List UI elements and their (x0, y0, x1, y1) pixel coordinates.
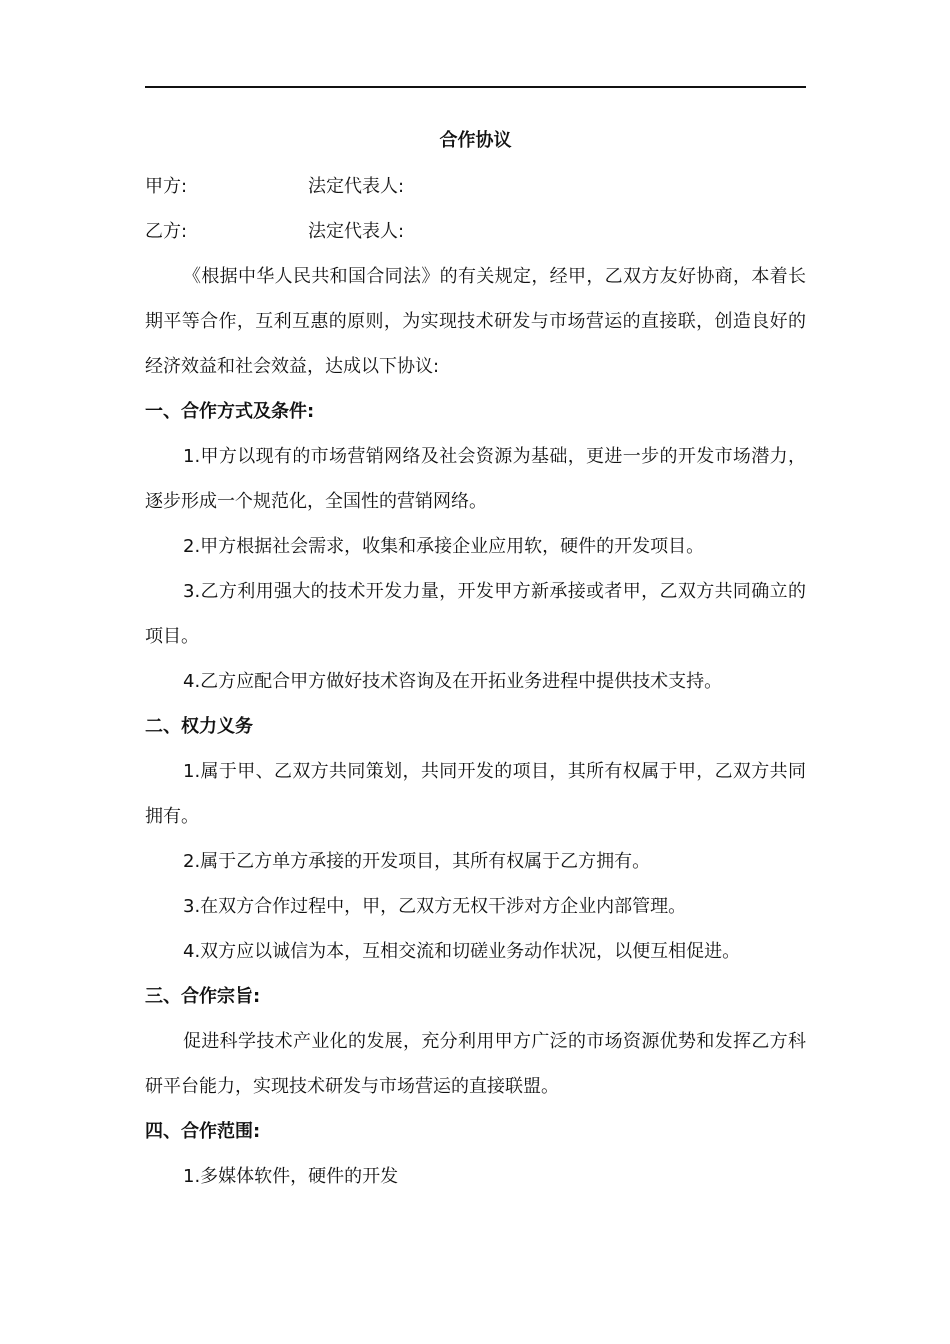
preamble-paragraph: 《根据中华人民共和国合同法》的有关规定，经甲，乙双方友好协商，本着长期平等合作，互利互惠的原则，为实现技术研发与市场营运的直接联，创造良好的经济效益和社会效益，达成以下协议: (145, 266, 806, 377)
section-item: 4.双方应以诚信为本，互相交流和切磋业务动作状况，以便互相促进。 (183, 941, 741, 962)
document-title: 合作协议 (439, 130, 512, 151)
section-item: 1.甲方以现有的市场营销网络及社会资源为基础，更进一步的开发市场潜力，逐步形成一个规范化，全国性的营销网络。 (145, 446, 806, 512)
party-a-row (145, 164, 806, 209)
section-item: 4.乙方应配合甲方做好技术咨询及在开拓业务进程中提供技术支持。 (183, 671, 723, 692)
section-item: 2.属于乙方单方承接的开发项目，其所有权属于乙方拥有。 (183, 851, 651, 872)
party-a-representative-label: 法定代表人: (308, 176, 405, 197)
document-body (145, 164, 806, 1199)
party-b-representative-label: 法定代表人: (308, 221, 405, 242)
header-rule (145, 86, 806, 88)
section-heading: 三、合作宗旨: (145, 986, 261, 1007)
section-item: 3.在双方合作过程中，甲，乙双方无权干涉对方企业内部管理。 (183, 896, 687, 917)
section-item: 1.属于甲、乙双方共同策划，共同开发的项目，其所有权属于甲，乙双方共同拥有。 (145, 761, 806, 827)
section-item: 2.甲方根据社会需求，收集和承接企业应用软，硬件的开发项目。 (183, 536, 705, 557)
section-item: 促进科学技术产业化的发展，充分利用甲方广泛的市场资源优势和发挥乙方科研平台能力，实现技术研发与市场营运的直接联盟。 (145, 1031, 806, 1097)
party-b-row (145, 209, 806, 254)
section-item: 1.多媒体软件，硬件的开发 (183, 1166, 399, 1187)
section-heading: 二、权力义务 (145, 716, 253, 737)
party-b-label: 乙方: (145, 221, 188, 242)
party-a-label: 甲方: (145, 176, 188, 197)
section-item: 3.乙方利用强大的技术开发力量，开发甲方新承接或者甲，乙双方共同确立的项目。 (145, 581, 806, 647)
section-heading: 一、合作方式及条件: (145, 401, 315, 422)
section-heading: 四、合作范围: (145, 1121, 261, 1142)
